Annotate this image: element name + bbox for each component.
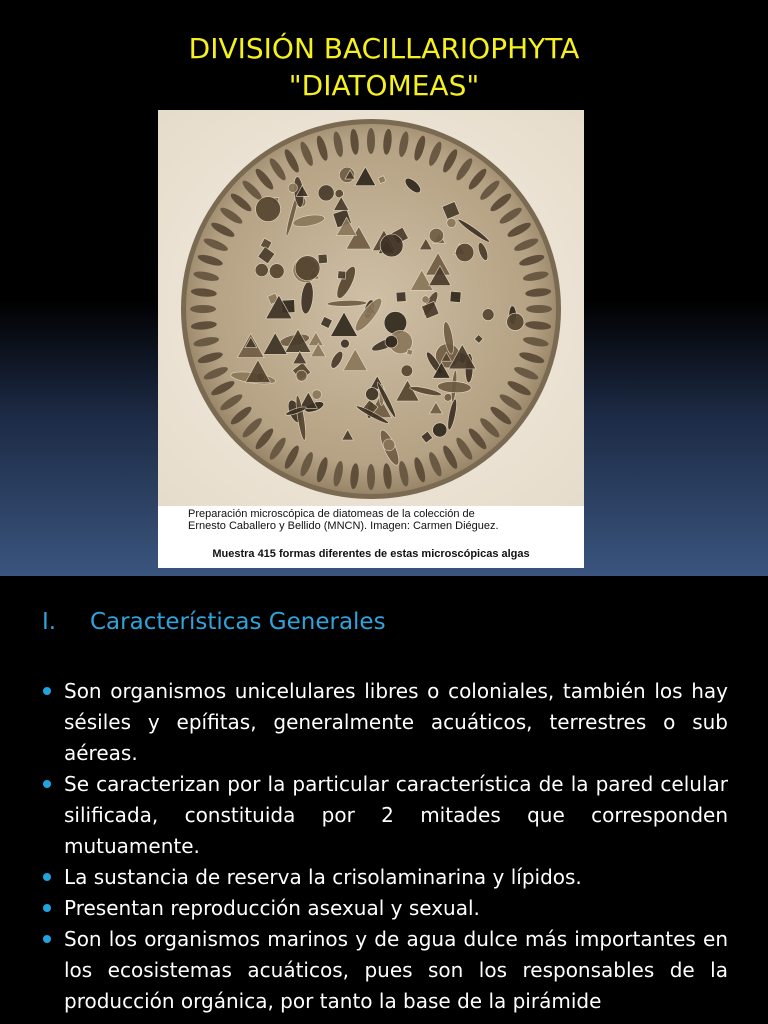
section-heading xyxy=(42,609,386,635)
list-item: Se caracterizan por la particular característica de la pared celular silificada, constituida por 2 mitades que corresponden mutuamente. xyxy=(42,769,728,862)
section-number: I. xyxy=(42,609,57,635)
slide-bottom xyxy=(0,576,768,1024)
slide-title-line1: DIVISIÓN BACILLARIOPHYTA xyxy=(188,32,580,65)
figure-caption xyxy=(188,508,578,532)
bullet-icon xyxy=(43,780,51,788)
figure-caption-line1: Preparación microscópica de diatomeas de la colección de xyxy=(188,508,475,520)
diatom-photo xyxy=(158,110,584,568)
slide-title-line2: "DIATOMEAS" xyxy=(288,69,480,102)
section-title: Características Generales xyxy=(90,609,386,635)
figure-note: Muestra 415 formas diferentes de estas microscópicas algas xyxy=(212,548,530,560)
figure-caption-line2: Ernesto Caballero y Bellido (MNCN). Imagen: Carmen Diéguez. xyxy=(188,520,499,532)
list-item: La sustancia de reserva la crisolaminarina y lípidos. xyxy=(42,862,728,893)
bullet-icon xyxy=(43,935,51,943)
list-item: Presentan reproducción asexual y sexual. xyxy=(42,893,728,924)
diatom-slide-image xyxy=(158,110,584,506)
bullet-icon xyxy=(43,687,51,695)
bullet-icon xyxy=(43,904,51,912)
slide-title xyxy=(0,30,768,104)
bullet-list xyxy=(42,676,728,1017)
list-item: Son organismos unicelulares libres o coloniales, también los hay sésiles y epífitas, generalmente acuáticos, terrestres o sub aéreas. xyxy=(42,676,728,769)
list-item: Son los organismos marinos y de agua dulce más importantes en los ecosistemas acuáticos, pues son los responsables de la producción orgánica, por tanto la base de la pirámide xyxy=(42,924,728,1017)
bullet-icon xyxy=(43,873,51,881)
